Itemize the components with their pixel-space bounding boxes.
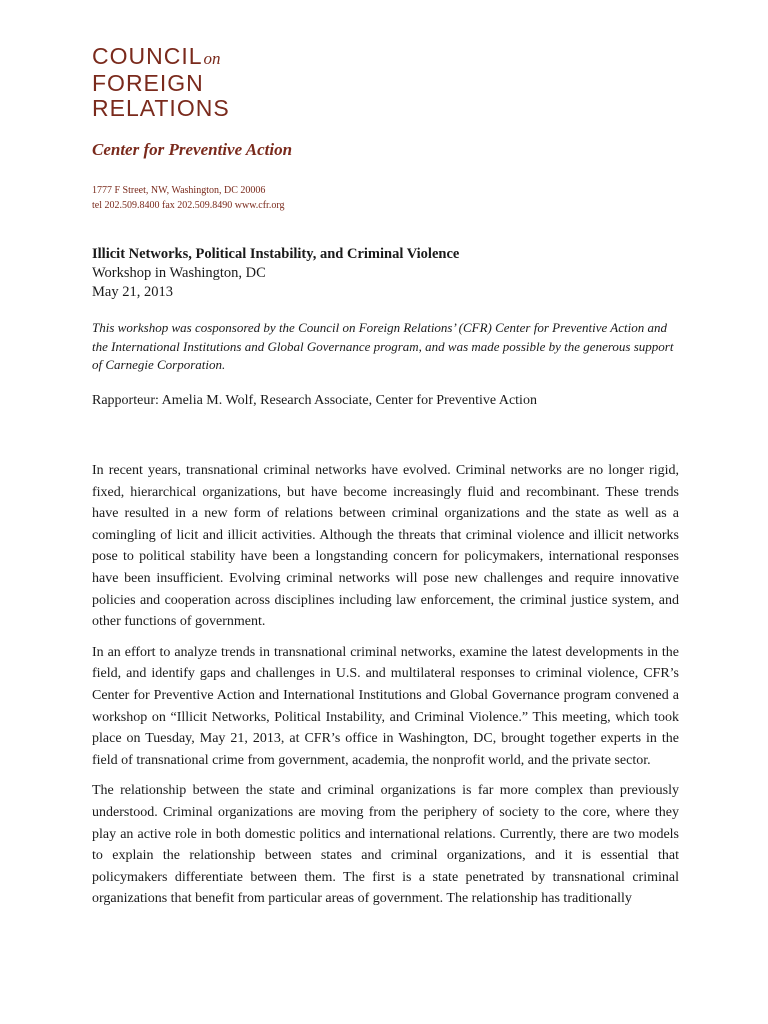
paragraph: The relationship between the state and criminal organizations is far more complex than previously understood. Criminal organizations are moving from the periphery of society to the core, where they play an active role in both domestic politics and international relations. Currently, there are two models to explain the relationship between states and criminal organizations, and it is essential that policymakers differentiate between them. The first is a state penetrated by transnational criminal organizations that benefit from particular areas of government. The relationship has traditionally (92, 783, 679, 907)
rapporteur-line: Rapporteur: Amelia M. Wolf, Research Associate, Center for Preventive Action (92, 393, 537, 408)
paragraph: In an effort to analyze trends in transnational criminal networks, examine the latest developments in the field, and identify gaps and challenges in U.S. and multilateral responses to criminal violence, CFR’s Center for Preventive Action and International Institutions and Global Governance program convened a workshop on “Illicit Networks, Political Instability, and Criminal Violence.” This meeting, which took place on Tuesday, May 21, 2013, at CFR’s office in Washington, DC, brought together experts in the field of transnational crime from government, academia, the nonprofit world, and the private sector. (92, 644, 679, 768)
document-date: May 21, 2013 (92, 284, 173, 300)
contact-line: tel 202.509.8400 fax 202.509.8490 www.cfr.org (92, 200, 285, 211)
document-subtitle: Workshop in Washington, DC (92, 265, 266, 281)
document-header (92, 245, 459, 302)
contact-block (92, 183, 284, 213)
sponsor-note: This workshop was cosponsored by the Council on Foreign Relations’ (CFR) Center for Preventive Action and the International Institutions and Global Governance program, and was made possible by the generous support of Carnegie Corporation. (92, 320, 674, 372)
logo-council: COUNCIL (92, 43, 203, 69)
document-title: Illicit Networks, Political Instability, and Criminal Violence (92, 246, 460, 262)
cfr-logo (92, 44, 230, 121)
center-name: Center for Preventive Action (92, 140, 293, 159)
address: 1777 F Street, NW, Washington, DC 20006 (92, 185, 266, 196)
logo-line-2: FOREIGN (92, 70, 204, 96)
paragraph: In recent years, transnational criminal networks have evolved. Criminal networks are no longer rigid, fixed, hierarchical organizations, but have become increasingly fluid and recombinant. These trends have resulted in a new form of relations between criminal organizations and the state as well as a comingling of licit and illicit activities. Although the threats that criminal violence and illicit networks pose to political stability have been a longstanding concern for policymakers, international responses have been insufficient. Evolving criminal networks will pose new challenges and require innovative policies and cooperation across disciplines including law enforcement, the criminal justice system, and other functions of government. (92, 463, 679, 630)
body-text (92, 460, 679, 919)
logo-on: on (203, 49, 221, 68)
logo-line-1 (92, 44, 230, 71)
logo-line-3: RELATIONS (92, 95, 230, 121)
